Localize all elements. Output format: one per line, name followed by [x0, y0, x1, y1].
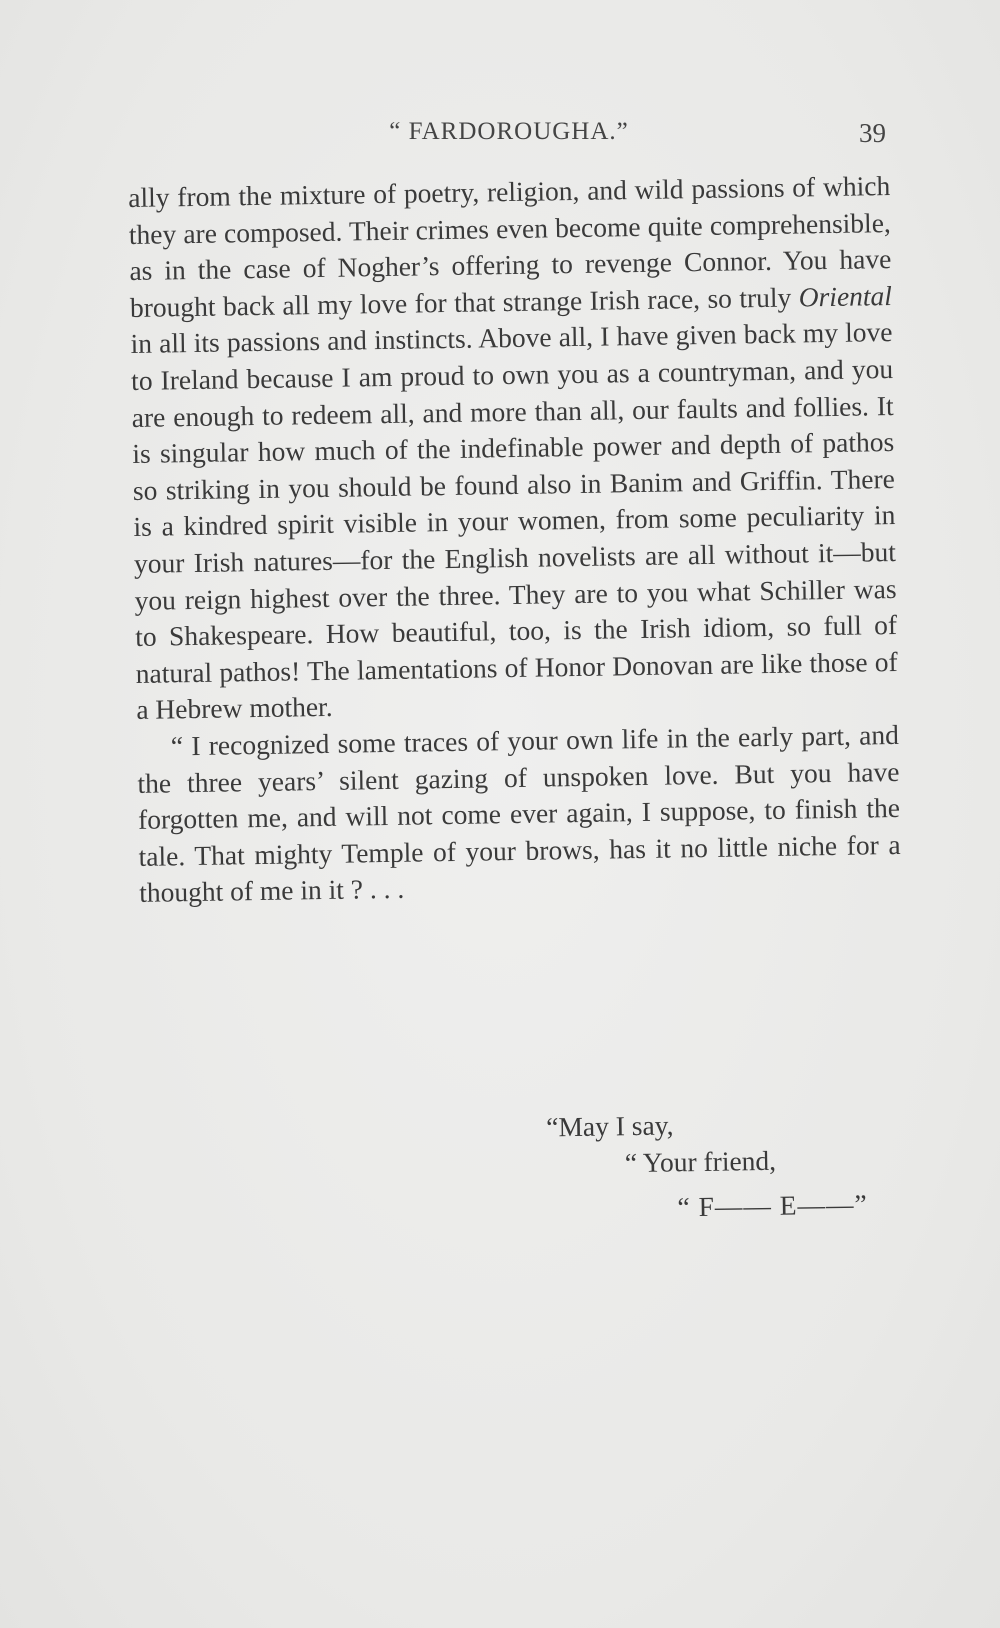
page-number: 39 — [859, 118, 886, 148]
paragraph-1-text-b: in all its passions and instincts. Above all, I have given back my love to Ireland because I am proud to own you as a countryman, and you are enough to redeem all, and more than all, our faults and follies. It is singular how much of the indefinable power and depth of pathos so striking in you should be found also in Banim and Griffin. There is a kindred spirit visible in your women, from some peculiarity in your Irish natures—for the English novelists are all without it—but you reign highest over the three. They are to you what Schiller was to Shakespeare. How beautiful, too, is the Irish idiom, so full of natural pathos! The lamentations of Honor Donovan are like those of a Hebrew mother. — [130, 316, 898, 726]
paragraph-1-emphasis: Oriental — [798, 279, 893, 313]
body-text — [128, 168, 901, 912]
signoff-your-friend: “ Your friend, — [624, 1144, 777, 1179]
signoff-initials: “ F—— E——” — [677, 1188, 868, 1223]
running-head — [128, 118, 890, 158]
paragraph-1 — [128, 168, 899, 729]
signoff-may-i-say: “May I say, — [545, 1109, 674, 1143]
running-title: “ FARDOROUGHA.” — [389, 118, 629, 145]
letter-signoff — [128, 1104, 910, 1246]
paragraph-1-text-a: ally from the mixture of poetry, religion, and wild passions of which they are composed. Their crimes even become quite comprehensible, as in the case of Nogher’s offering to revenge Connor. You have brought back all my love for that strange Irish race, so truly — [128, 170, 892, 323]
paragraph-2: “ I recognized some traces of your own life in the early part, and the three years’ silent gazing of unspoken love. But you have forgotten me, and will not come ever again, I suppose, to finish the tale. That mighty Temple of your brows, has it no little niche for a thought of me in it ? . . . — [137, 718, 901, 909]
